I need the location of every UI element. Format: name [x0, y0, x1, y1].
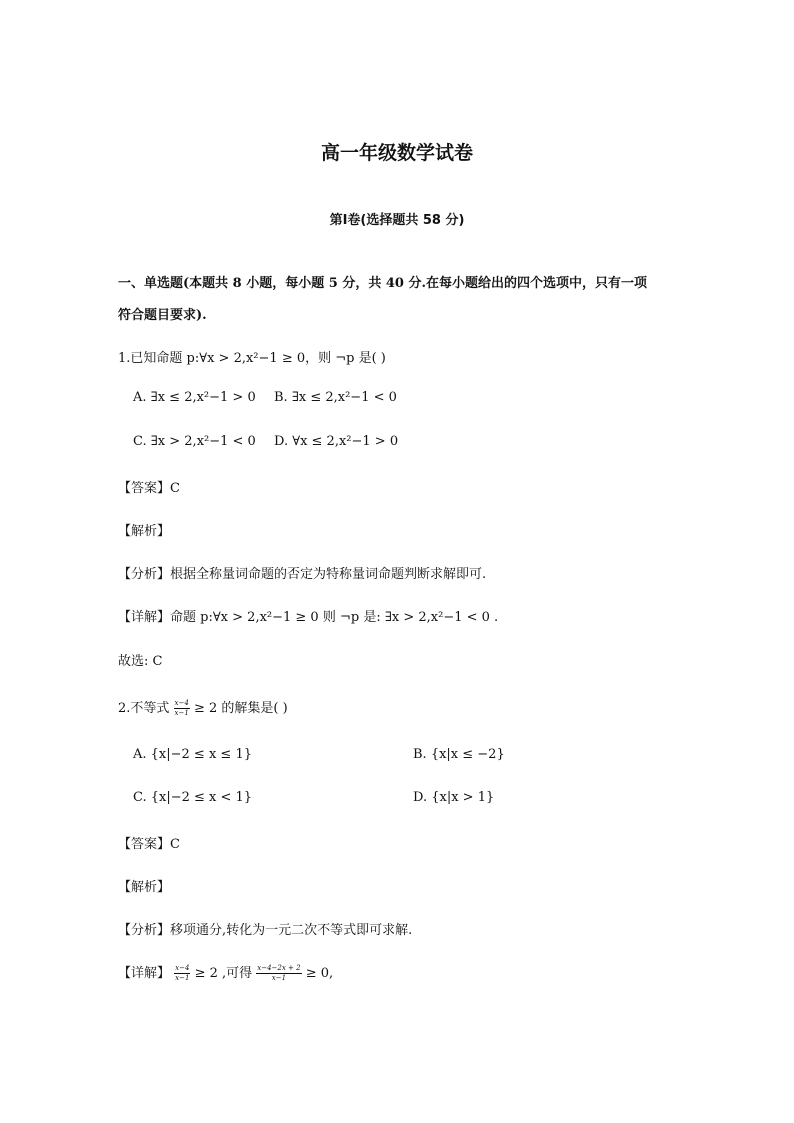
- q2-option-b: B. {x|x ≤ −2}: [413, 747, 505, 762]
- q2-fraction-denominator: x−1: [174, 709, 189, 717]
- page-title: 高一年级数学试卷: [320, 142, 473, 164]
- q2-detail-fraction-2-denominator: x−1: [271, 974, 287, 982]
- section-instructions-line1: 一、单选题(本题共 8 小题，每小题 5 分，共 40 分.在每小题给出的四个选项中，只有一项: [118, 276, 648, 291]
- q2-detail-fraction-1-denominator: x−1: [175, 974, 190, 982]
- q1-choice: 故选: C: [118, 654, 163, 669]
- q1-option-d: D. ∀x ≤ 2,x²−1 > 0: [274, 434, 399, 449]
- q1-analysis-heading: 【解析】: [118, 524, 171, 539]
- q2-detail-prefix: 【详解】: [118, 966, 171, 981]
- q2-answer: 【答案】C: [118, 837, 180, 852]
- q1-option-a: A. ∃x ≤ 2,x²−1 > 0: [133, 390, 256, 405]
- section-instructions-line2: 符合题目要求).: [118, 308, 207, 323]
- q1-analysis: 【分析】根据全称量词命题的否定为特称量词命题判断求解即可.: [118, 567, 487, 582]
- q2-stem-prefix: 2.不等式: [118, 701, 170, 716]
- q2-option-d: D. {x|x > 1}: [413, 790, 495, 805]
- q1-answer: 【答案】C: [118, 481, 180, 496]
- q1-option-c: C. ∃x > 2,x²−1 < 0: [133, 434, 256, 449]
- q2-detail-fraction-1-numerator: x−4: [175, 964, 190, 972]
- q2-detail-fraction-2-numerator: x−4−2x + 2: [257, 964, 301, 972]
- q2-detail-suffix: ≥ 0,: [305, 966, 334, 981]
- q2-option-a: A. {x|−2 ≤ x ≤ 1}: [133, 747, 252, 762]
- q2-fraction-numerator: x−4: [174, 699, 189, 707]
- section-subtitle: 第Ⅰ卷(选择题共 58 分): [329, 213, 465, 228]
- q2-detail-mid: ≥ 2 ,可得: [194, 966, 253, 981]
- q2-detail-fraction-1: [174, 964, 190, 983]
- q1-option-b: B. ∃x ≤ 2,x²−1 < 0: [274, 390, 397, 405]
- q2-analysis: 【分析】移项通分,转化为一元二次不等式即可求解.: [118, 923, 413, 938]
- q2-option-c: C. {x|−2 ≤ x < 1}: [133, 790, 253, 805]
- q2-stem-suffix: ≥ 2 的解集是( ): [193, 701, 288, 716]
- q2-detail: [118, 962, 333, 983]
- q2-stem: [118, 697, 288, 718]
- q1-detail: 【详解】命题 p:∀x > 2,x²−1 ≥ 0 则 ¬p 是: ∃x > 2,x²−1 < 0 .: [118, 610, 499, 625]
- q2-fraction: [174, 699, 190, 718]
- q2-detail-fraction-2: [256, 964, 301, 983]
- q2-analysis-heading: 【解析】: [118, 880, 171, 895]
- q1-stem: 1.已知命题 p:∀x > 2,x²−1 ≥ 0，则 ¬p 是( ): [118, 351, 386, 366]
